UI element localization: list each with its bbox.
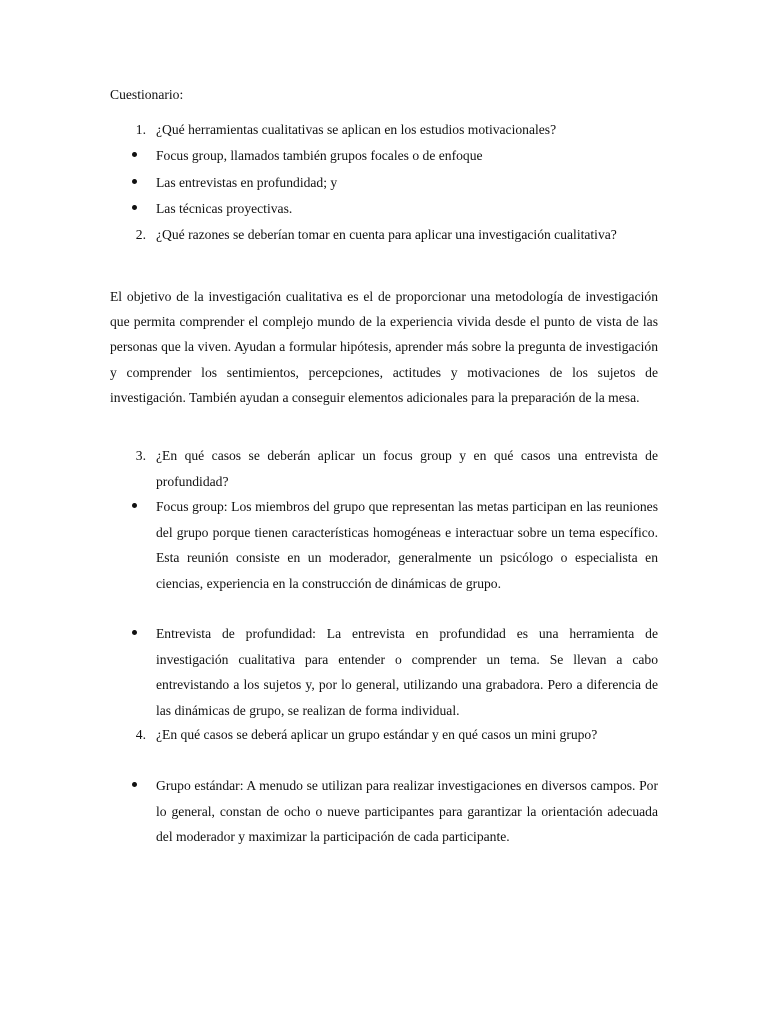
bullet-icon xyxy=(132,205,137,210)
list-item-text: Las técnicas proyectivas. xyxy=(156,201,293,216)
list-number: 1. xyxy=(135,122,146,137)
list-item xyxy=(110,196,658,222)
question-text: ¿En qué casos se deberán aplicar un focus group y en qué casos una entrevista de profundidad? xyxy=(156,448,658,489)
bullet-icon xyxy=(132,630,137,635)
question-text: ¿Qué razones se deberían tomar en cuenta para aplicar una investigación cualitativa? xyxy=(156,227,617,242)
list-number: 4. xyxy=(135,727,146,742)
list-item xyxy=(110,143,658,169)
question-4 xyxy=(110,722,658,748)
list-item-text: Entrevista de profundidad: La entrevista en profundidad es una herramienta de investigación cualitativa para entender o comprender un tema. Se llevan a cabo entrevistando a los sujetos y, por lo general, utilizando una grabadora. Pero a diferencia de las dinámicas de grupo, se realizan de forma individual. xyxy=(156,626,658,718)
questionnaire-heading: Cuestionario: xyxy=(110,87,184,102)
list-item xyxy=(110,170,658,196)
list-number: 2. xyxy=(135,227,146,242)
question-1 xyxy=(110,117,658,143)
question-text: ¿Qué herramientas cualitativas se aplican en los estudios motivacionales? xyxy=(156,122,557,137)
bullet-icon xyxy=(132,179,137,184)
answer-paragraph: El objetivo de la investigación cualitativa es el de proporcionar una metodología de investigación que permita comprender el complejo mundo de la experiencia vivida desde el punto de vista de las personas que la viven. Ayudan a formular hipótesis, aprender más sobre la pregunta de investigación y comprender los sentimientos, percepciones, actitudes y motivaciones de los sujetos de investigación. También ayudan a conseguir elementos adicionales para la preparación de la mesa. xyxy=(110,289,658,405)
question-text: ¿En qué casos se deberá aplicar un grupo estándar y en qué casos un mini grupo? xyxy=(156,727,598,742)
question-2 xyxy=(110,222,658,248)
list-number: 3. xyxy=(135,448,146,463)
list-item-text: Focus group, llamados también grupos focales o de enfoque xyxy=(156,148,483,163)
list-item-text: Focus group: Los miembros del grupo que representan las metas participan en las reuniones del grupo porque tienen características homogéneas e interactuar sobre un tema específico. Esta reunión consiste en un moderador, generalmente un psicólogo o especialista en ciencias, experiencia en la construcción de dinámicas de grupo. xyxy=(156,499,658,591)
list-item xyxy=(110,621,658,723)
bullet-icon xyxy=(132,503,137,508)
list-item-text: Las entrevistas en profundidad; y xyxy=(156,175,338,190)
list-item xyxy=(110,773,658,850)
list-item xyxy=(110,494,658,596)
list-item-text: Grupo estándar: A menudo se utilizan para realizar investigaciones en diversos campos. Por lo general, constan de ocho o nueve participantes para garantizar la orientación adecuada del moderador y maximizar la participación de cada participante. xyxy=(156,778,658,844)
bullet-icon xyxy=(132,782,137,787)
question-3 xyxy=(110,443,658,494)
bullet-icon xyxy=(132,152,137,157)
